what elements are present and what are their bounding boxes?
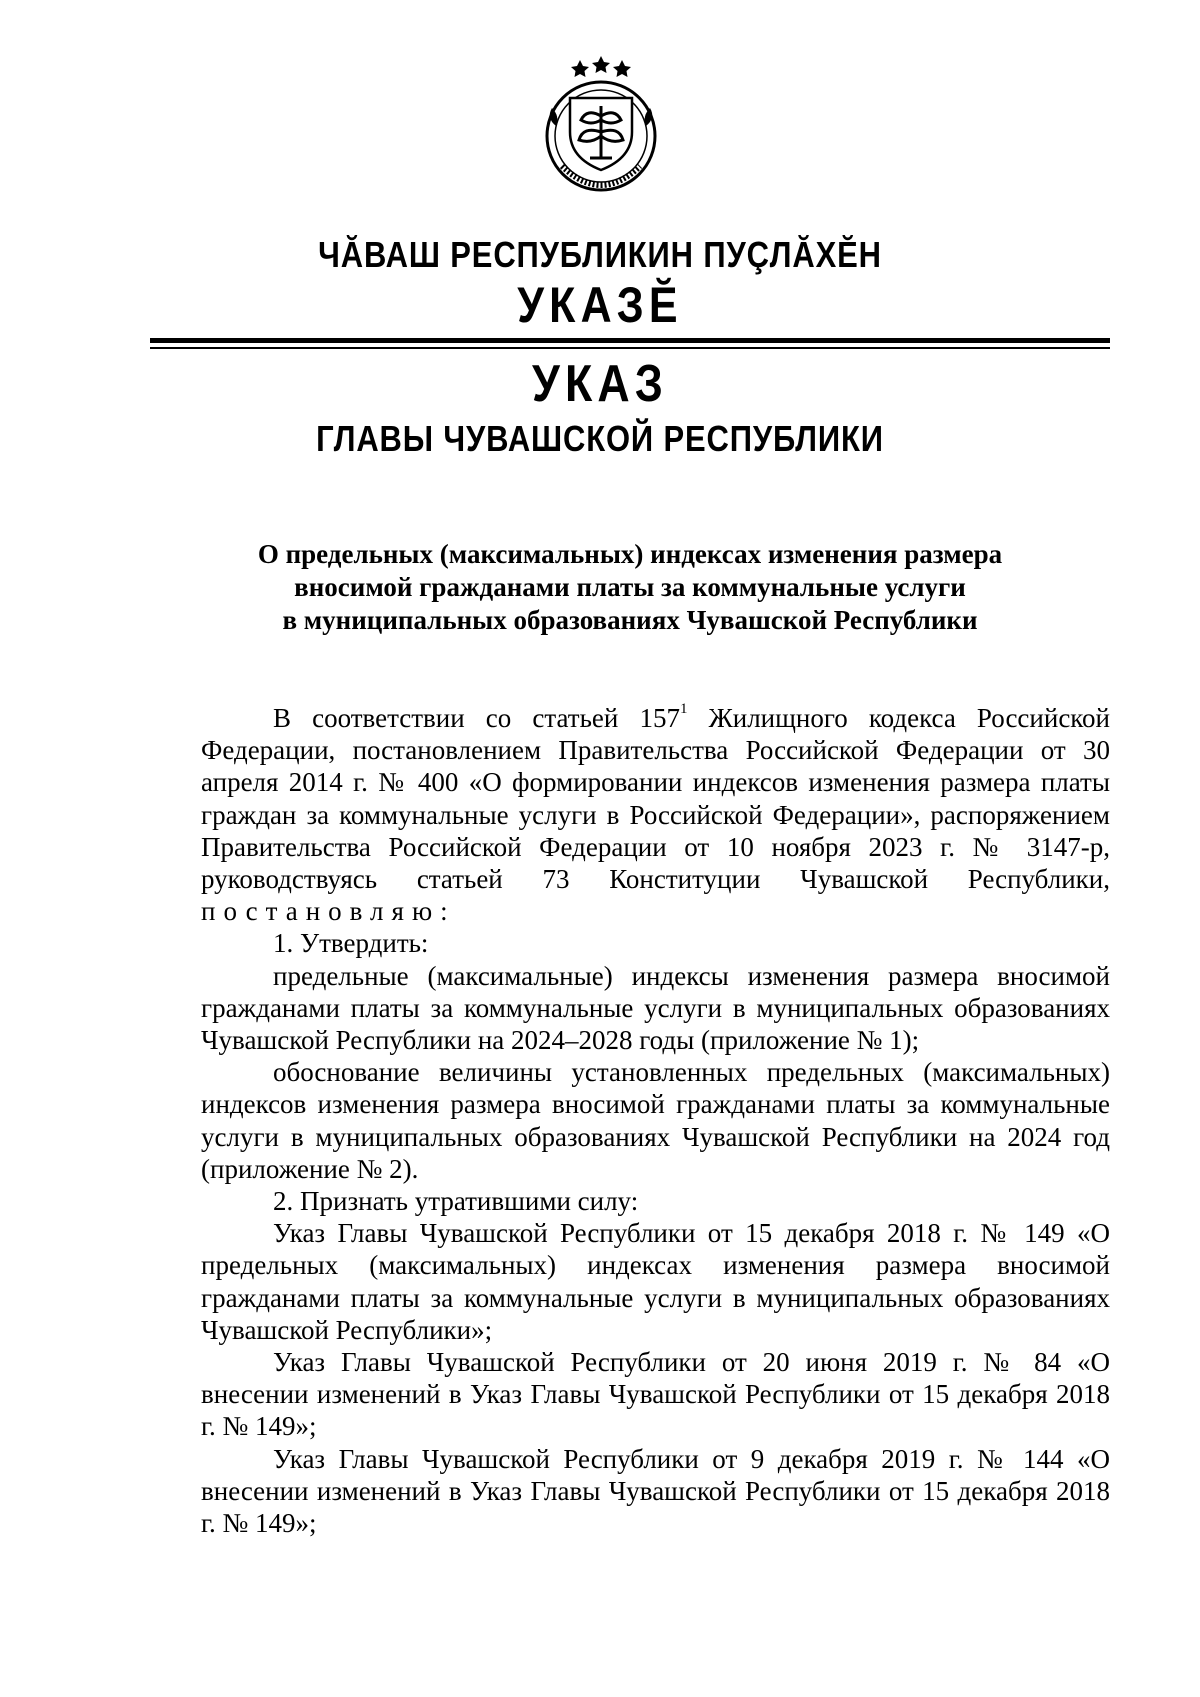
header-divider-thin xyxy=(150,347,1110,349)
subject-line: О предельных (максимальных) индексах изменения размера xyxy=(257,539,1003,569)
body-paragraph: Указ Главы Чувашской Республики от 15 декабря 2018 г. № 149 «О предельных (максимальных) индексах изменения размера вносимой гражданами платы за коммунальные услуги в муниципальных образованиях Чувашской Республики»; xyxy=(201,1218,1110,1345)
header-chuvash-decree: УКАЗĔ xyxy=(517,277,683,333)
document-body xyxy=(201,702,1110,1539)
paragraph-text: В соответствии со статьей 157 xyxy=(273,703,680,733)
subject-line: в муниципальных образованиях Чувашской Республики xyxy=(282,605,978,635)
body-paragraph: обоснование величины установленных предельных (максимальных) индексов изменения размера вносимой гражданами платы за коммунальные услуги в муниципальных образованиях Чувашской Республики на 2024 год (приложение № 2). xyxy=(201,1057,1110,1184)
decree-word: постановляю: xyxy=(201,896,456,927)
body-paragraph: Указ Главы Чувашской Республики от 20 июня 2019 г. № 84 «О внесении изменений в Указ Главы Чувашской Республики от 15 декабря 2018 г. № 149»; xyxy=(201,1347,1110,1442)
body-paragraph: Указ Главы Чувашской Республики от 9 декабря 2019 г. № 144 «О внесении изменений в Указ Главы Чувашской Республики от 15 декабря 2018 г. № 149»; xyxy=(201,1443,1110,1539)
paragraph-text: Жилищного кодекса Российской Федерации, постановлением Правительства Российской Федерации от 30 апреля 2014 г. № 400 «О формировании индексов изменения размера платы граждан за коммунальные услуги в Российской Федерации», распоряжением Правительства Российской Федерации от 10 ноября 2023 г. № 3147-р, руководствуясь статьей 73 Конституции Чувашской Республики, xyxy=(201,703,1110,895)
document-subject xyxy=(150,538,1110,637)
header-russian-title: ГЛАВЫ ЧУВАШСКОЙ РЕСПУБЛИКИ xyxy=(316,418,884,459)
body-paragraph: 2. Признать утратившими силу: xyxy=(273,1186,639,1217)
body-paragraph: предельные (максимальные) индексы изменения размера вносимой гражданами платы за коммунальные услуги в муниципальных образованиях Чувашской Республики на 2024–2028 годы (приложение № 1); xyxy=(201,960,1110,1056)
body-paragraph xyxy=(201,702,1110,927)
superscript: 1 xyxy=(679,701,688,717)
body-paragraph: 1. Утвердить: xyxy=(273,928,429,959)
header-divider-thick xyxy=(150,338,1110,343)
header-russian-decree: УКАЗ xyxy=(531,355,669,413)
coat-of-arms-icon xyxy=(540,46,662,196)
header-chuvash-title: ЧĂВАШ РЕСПУБЛИКИН ПУÇЛĂХĔН xyxy=(318,234,882,275)
subject-line: вносимой гражданами платы за коммунальные услуги xyxy=(294,572,966,602)
